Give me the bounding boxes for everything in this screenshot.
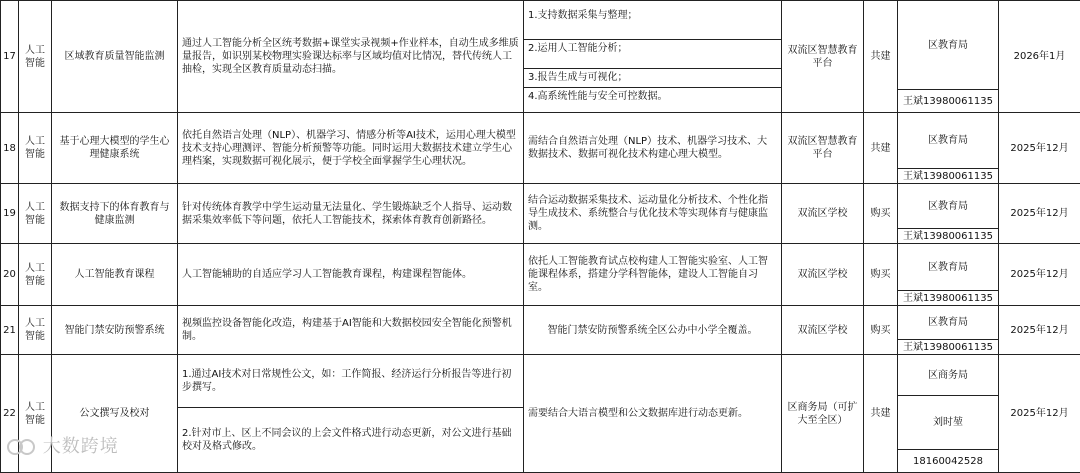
category-cell: 人工智能 [19,113,52,184]
contact-name: 刘时堃 [898,395,998,449]
description-part: 2.针对市上、区上不同会议的上会文件格式进行动态更新，对公文进行基础校对及格式修改。 [178,407,523,472]
project-description [178,355,524,473]
requirements-cell [524,1,782,113]
mode-cell: 购买 [864,244,898,306]
project-name: 智能门禁安防预警系统 [52,306,178,355]
org-contact-cell [898,113,999,184]
project-name: 区域教育质量智能监测 [52,1,178,113]
row-number: 22 [1,355,19,473]
unit-cell: 双流区智慧教育平台 [782,1,864,113]
category-cell: 人工智能 [19,244,52,306]
mode-cell: 共建 [864,355,898,473]
unit-cell: 双流区学校 [782,184,864,244]
requirement-item: 3.报告生成与可视化； [524,68,781,87]
unit-cell: 双流区智慧教育平台 [782,113,864,184]
org-name: 区教育局 [898,113,998,168]
requirement-item: 2.运用人工智能分析； [524,39,781,68]
table-row [1,306,1080,355]
project-name: 人工智能教育课程 [52,244,178,306]
project-name: 基于心理大模型的学生心理健康系统 [52,113,178,184]
org-name: 区教育局 [898,1,998,89]
category-cell: 人工智能 [19,306,52,355]
mode-cell: 购买 [864,306,898,355]
category-cell: 人工智能 [19,1,52,113]
date-cell: 2025年12月 [999,113,1080,184]
org-contact-cell [898,306,999,355]
org-name: 区商务局 [898,355,998,395]
unit-cell: 区商务局（可扩大至全区） [782,355,864,473]
project-description: 人工智能辅助的自适应学习人工智能教育课程，构建课程智能体。 [178,244,524,306]
mode-cell: 购买 [864,184,898,244]
table-row [1,355,1080,473]
contact-info: 王斌13980061135 [898,89,998,112]
category-cell: 人工智能 [19,184,52,244]
contact-info: 18160042528 [898,449,998,472]
unit-cell: 双流区学校 [782,244,864,306]
row-number: 17 [1,1,19,113]
project-description: 依托自然语言处理（NLP）、机器学习、情感分析等AI技术，运用心理大模型技术支持心理测评、智能分析预警等功能。同时运用大数据技术建立学生心理档案，实现数据可视化展示，便于学校全面掌握学生心理状况。 [178,113,524,184]
mode-cell: 共建 [864,113,898,184]
date-cell: 2026年1月 [999,1,1080,113]
watermark-text: 大数跨境 [43,436,119,457]
date-cell: 2025年12月 [999,244,1080,306]
project-description: 针对传统体育教学中学生运动量无法量化、学生锻炼缺乏个人指导、运动数据采集效率低下等问题，依托人工智能技术，探索体育教育创新路径。 [178,184,524,244]
row-number: 21 [1,306,19,355]
watermark [6,432,119,458]
org-contact-cell [898,184,999,244]
category-cell: 人工智能 [19,355,52,473]
description-part: 1.通过AI技术对日常规性公文，如：工作简报、经济运行分析报告等进行初步撰写。 [178,355,523,407]
mode-cell: 共建 [864,1,898,113]
project-description: 通过人工智能分析全区统考数据+课堂实录视频+作业样本，自动生成多维质量报告，如识别某校物理实验课达标率与区域均值对比情况，替代传统人工抽检，实现全区教育质量动态扫描。 [178,1,524,113]
row-number: 18 [1,113,19,184]
requirements-cell: 需要结合大语言模型和公文数据库进行动态更新。 [524,355,782,473]
org-name: 区教育局 [898,306,998,339]
project-description: 视频监控设备智能化改造，构建基于AI智能和大数据校园安全智能化预警机制。 [178,306,524,355]
org-contact-cell [898,1,999,113]
table-row [1,1,1080,113]
contact-info: 王斌13980061135 [898,168,998,183]
org-name: 区教育局 [898,184,998,228]
watermark-logo-icon [6,436,36,458]
table-row [1,113,1080,184]
date-cell: 2025年12月 [999,306,1080,355]
requirements-cell: 需结合自然语言处理（NLP）技术、机器学习技术、大数据技术、数据可视化技术构建心理大模型。 [524,113,782,184]
date-cell: 2025年12月 [999,184,1080,244]
contact-info: 王斌13980061135 [898,290,998,305]
requirements-cell: 智能门禁安防预警系统全区公办中小学全覆盖。 [524,306,782,355]
row-number: 19 [1,184,19,244]
project-name: 数据支持下的体育教育与健康监测 [52,184,178,244]
requirement-item: 4.高系统性能与安全可控数据。 [524,87,781,106]
unit-cell: 双流区学校 [782,306,864,355]
requirement-item: 1.支持数据采集与整理； [524,7,781,39]
requirements-cell: 依托人工智能教育试点校构建人工智能实验室、人工智能课程体系，搭建分学科智能体，建设人工智能自习室。 [524,244,782,306]
org-name: 区教育局 [898,244,998,290]
requirements-cell: 结合运动数据采集技术、运动量化分析技术、个性化指导生成技术、系统整合与优化技术等实现体育与健康监测。 [524,184,782,244]
table-row [1,184,1080,244]
contact-info: 王斌13980061135 [898,339,998,354]
org-contact-cell [898,355,999,473]
project-name: 公文撰写及校对 [52,355,178,473]
org-contact-cell [898,244,999,306]
date-cell: 2025年12月 [999,355,1080,473]
contact-info: 王斌13980061135 [898,228,998,243]
row-number: 20 [1,244,19,306]
table-row [1,244,1080,306]
